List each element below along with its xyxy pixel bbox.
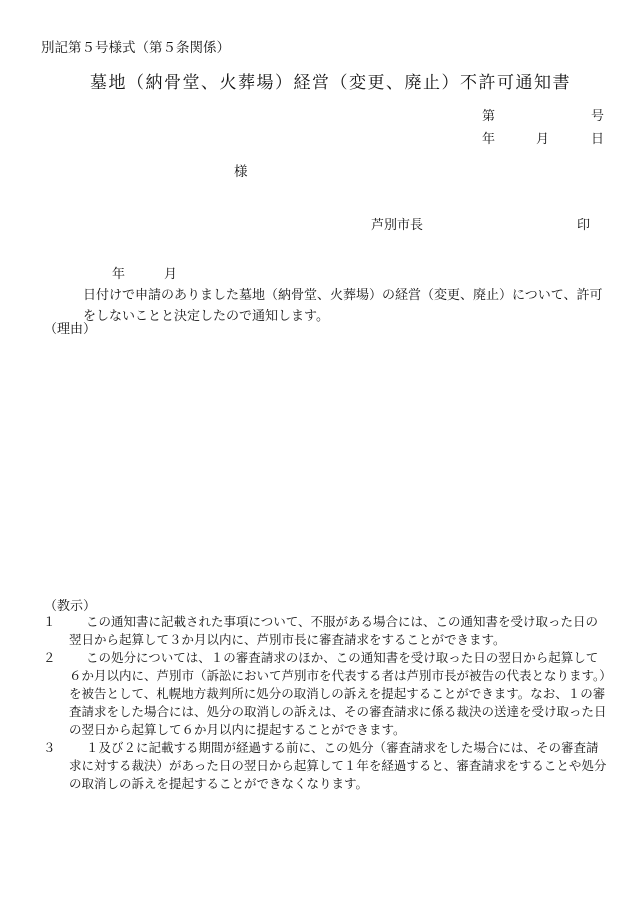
body-year-label: 年 — [112, 267, 126, 282]
notice-body — [44, 264, 610, 327]
date-day-label: 日 — [591, 132, 605, 147]
instruction-text: この通知書に記載された事項について、不服がある場合には、この通知書を受け取った日の翌日から起算して３か月以内に、芦別市長に審査請求をすることができます。 — [69, 614, 599, 647]
reason-label: （理由） — [44, 322, 97, 337]
document-title: 墓地（納骨堂、火葬場）経営（変更、廃止）不許可通知書 — [90, 73, 571, 93]
body-day-text: 日付けで申請のありました墓地（納骨堂、火葬場）の経営（変更、廃止）について、許可をしないことと決定したので通知します。 — [83, 288, 603, 324]
body-month-label: 月 — [164, 267, 178, 282]
instruction-text: この処分については、１の審査請求のほか、この通知書を受け取った日の翌日から起算して６か月以内に、芦別市（訴訟において芦別市を代表する者は芦別市長が被告の代表となります。）を被告として、札幌地方裁判所に処分の取消しの訴えを提起することができます。なお、１の審査請求をした場合には、処分の取消しの訴えは、その審査請求に係る裁決の送達を受け取った日の翌日から起算して６か月以内に提起することができます。 — [69, 650, 607, 737]
addressee-suffix: 様 — [234, 164, 248, 180]
date-year-label: 年 — [482, 132, 496, 147]
instruction-item — [43, 613, 608, 649]
instruction-number: １ — [43, 614, 56, 629]
form-reference: 別記第５号様式（第５条関係） — [41, 40, 230, 56]
instructions-heading: （教示） — [44, 599, 97, 614]
instruction-item — [43, 649, 608, 739]
document-number-suffix: 号 — [591, 109, 605, 124]
instruction-text: １及び２に記載する期間が経過する前に、この処分（審査請求をした場合には、その審査請求に対する裁決）があった日の翌日から起算して１年を経過すると、審査請求をすることや処分の取消しの訴えを提起することができなくなります。 — [69, 740, 607, 791]
document-number-prefix: 第 — [482, 109, 496, 124]
issuer-name: 芦別市長 — [371, 218, 424, 233]
instruction-number: ３ — [43, 740, 56, 755]
instructions-list — [43, 613, 608, 793]
instruction-number: ２ — [43, 650, 56, 665]
seal-mark: 印 — [577, 218, 591, 233]
date-month-label: 月 — [536, 132, 550, 147]
instruction-item — [43, 739, 608, 793]
